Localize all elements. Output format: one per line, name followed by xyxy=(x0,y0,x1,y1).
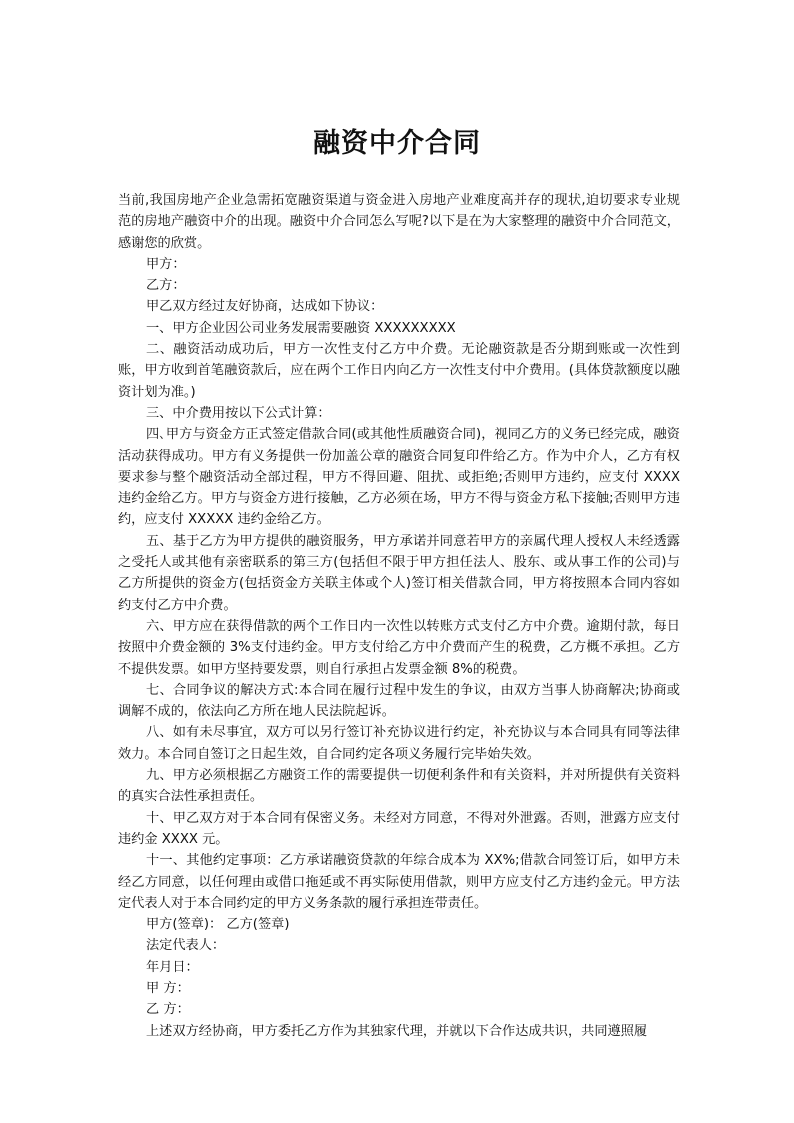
clause-9: 九、甲方必须根据乙方融资工作的需要提供一切便利条件和有关资料，并对所提供有关资料的真实合法性承担责任。 xyxy=(118,768,680,805)
party-a-line: 甲方： xyxy=(146,256,186,272)
closing-paragraph: 上述双方经协商，甲方委托乙方作为其独家代理，并就以下合作达成共识，共同遵照履 xyxy=(146,1023,648,1039)
document-body xyxy=(118,190,680,1042)
clause-7: 七、合同争议的解决方式:本合同在履行过程中发生的争议，由双方当事人协商解决;协商或调解不成的，依法向乙方所在地人民法院起诉。 xyxy=(118,682,680,720)
clause-2: 二、融资活动成功后，甲方一次性支付乙方中介费。无论融资款是否分期到账或一次性到账，甲方收到首笔融资款后，应在两个工作日内向乙方一次性支付中介费用。(具体贷款额度以融资计划为准。) xyxy=(118,342,680,400)
clause-1: 一、甲方企业因公司业务发展需要融资 XXXXXXXXX xyxy=(146,320,456,336)
clause-3: 三、中介费用按以下公式计算： xyxy=(146,405,331,421)
intro-paragraph: 当前,我国房地产企业急需拓宽融资渠道与资金进入房地产业难度高并存的现状,迫切要求专业规范的房地产融资中介的出现。融资中介合同怎么写呢?以下是在为大家整理的融资中介合同范文，感谢您的欣赏。 xyxy=(118,193,680,251)
clause-6: 六、甲方应在获得借款的两个工作日内一次性以转账方式支付乙方中介费。逾期付款，每日按照中介费金额的 3%支付违约金。甲方支付给乙方中介费而产生的税费，乙方概不承担。乙方不提供发票。如甲方坚持要发票，则自行承担占发票金额 8%的税费。 xyxy=(118,618,680,677)
clause-4: 四､甲方与资金方正式签定借款合同(或其他性质融资合同)，视同乙方的义务已经完成，融资活动获得成功。甲方有义务提供一份加盖公章的融资合同复印件给乙方。作为中介人，乙方有权要求参与整个融资活动全部过程，甲方不得回避、阻扰、或拒绝;否则甲方违约，应支付 XXXX 违约金给乙方。甲方与资金方进行接触，乙方必须在场，甲方不得与资金方私下接触;否则甲方违约，应支付 XXXXX 违约金给乙方。 xyxy=(118,427,680,528)
clause-8: 八、如有未尽事宜，双方可以另行签订补充协议进行约定，补充协议与本合同具有同等法律效力。本合同自签订之日起生效，自合同约定各项义务履行完毕始失效。 xyxy=(118,725,680,762)
signature-line: 甲方(签章)： 乙方(签章) xyxy=(146,917,290,933)
party-a-line-2: 甲 方： xyxy=(146,980,190,996)
clause-5: 五、基于乙方为甲方提供的融资服务，甲方承诺并同意若甲方的亲属代理人授权人未经透露之受托人或其他有亲密联系的第三方(包括但不限于甲方担任法人、股东、或从事工作的公司)与乙方所提供的资金方(包括资金方关联主体或个人)签订相关借款合同，甲方将按照本合同内容如约支付乙方中介费。 xyxy=(118,533,680,613)
document-title: 融资中介合同 xyxy=(313,128,481,159)
date-line: 年月日： xyxy=(146,959,199,975)
clause-11: 十一、其他约定事项：乙方承诺融资贷款的年综合成本为 XX%;借款合同签订后，如甲方未经乙方同意，以任何理由或借口拖延或不再实际使用借款，则甲方应支付乙方违约金元。甲方法定代表人对于本合同约定的甲方义务条款的履行承担连带责任。 xyxy=(118,853,680,911)
legal-representative-line: 法定代表人： xyxy=(146,938,226,954)
clause-10: 十、甲乙双方对于本合同有保密义务。未经对方同意，不得对外泄露。否则，泄露方应支付违约金 XXXX 元。 xyxy=(118,810,680,847)
agreement-preamble: 甲乙双方经过友好协商，达成如下协议： xyxy=(146,299,384,315)
party-b-line: 乙方： xyxy=(146,278,186,294)
party-b-line-2: 乙 方： xyxy=(146,1002,190,1018)
